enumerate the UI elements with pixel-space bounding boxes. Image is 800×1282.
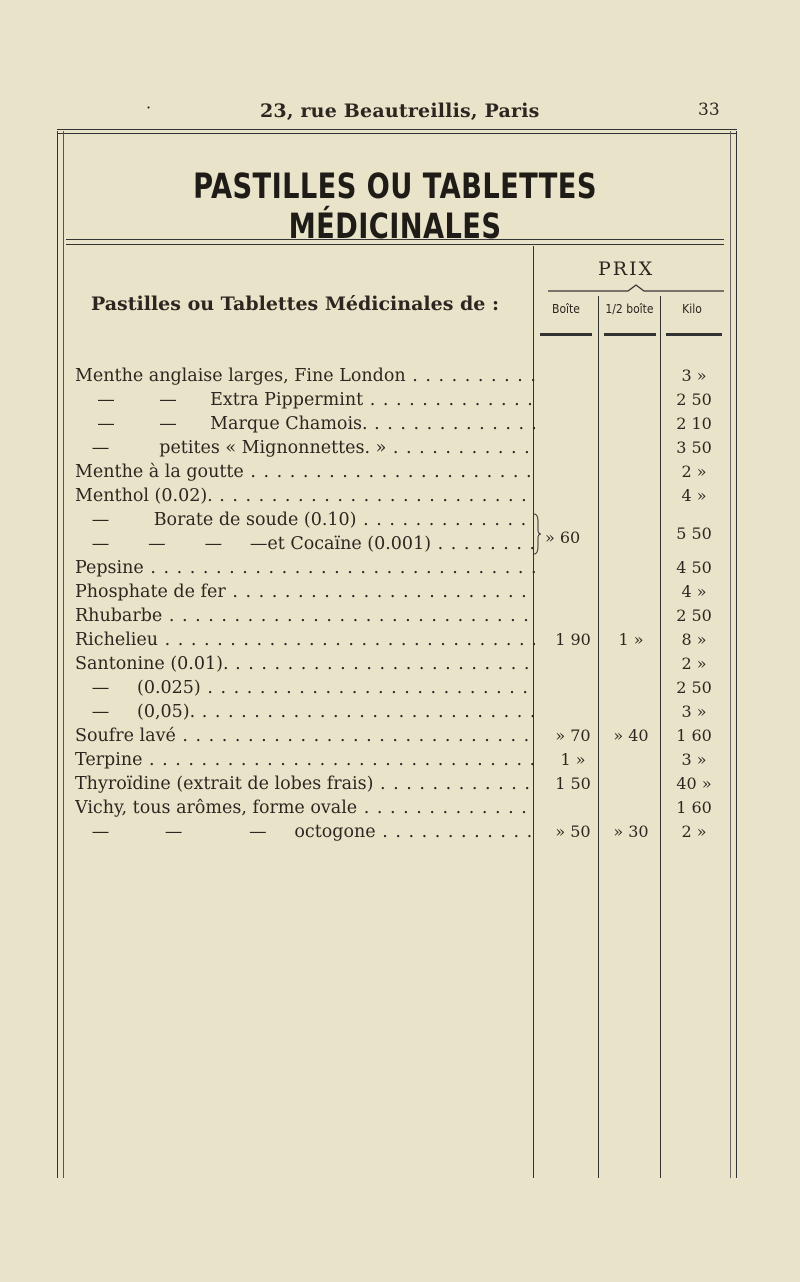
bracket-boite-price: » 60 [545,528,581,547]
col-header-demi: 1/2 boîte [605,302,654,316]
price-kilo: 2 » [681,462,707,481]
frame-top-rule [57,129,737,130]
product-label: Pepsine . . . [75,558,535,578]
price-demi-boite: 1 » [618,630,644,649]
product-label: Soufre lavé . . . [75,726,535,746]
price-kilo: 1 60 [676,798,712,817]
product-label: Phosphate de fer . . . [75,582,535,602]
title-rule-top [66,239,724,240]
product-label: — (0.025) . . . [75,678,535,698]
price-boite: » 50 [555,822,591,841]
product-label: — — — —et Cocaïne (0.001) . . . [75,534,535,554]
kilo-header-bar [666,333,722,336]
col-header-kilo: Kilo [682,302,702,316]
product-label: — — Marque Chamois. . . . [75,414,535,434]
price-kilo: 2 » [681,654,707,673]
price-kilo: 3 » [681,366,707,385]
bracket-kilo-price: 5 50 [676,524,712,543]
product-label: — — Extra Pippermint . . . [75,390,535,410]
product-label: Vichy, tous arômes, forme ovale . . . [75,798,535,818]
frame-top-rule-inner [57,133,737,134]
boite-header-bar [540,333,592,336]
frame-right-rule [736,131,737,1178]
price-boite: 1 » [560,750,586,769]
product-label: — — — octogone . . . [75,822,535,842]
price-kilo: 2 50 [676,606,712,625]
product-label: Menthe anglaise larges, Fine London . . . [75,366,535,386]
price-kilo: 3 » [681,750,707,769]
left-column-header: Pastilles ou Tablettes Médicinales de : [90,293,500,315]
product-label: Menthol (0.02). . . . [75,486,535,506]
product-label: Terpine . . . [75,750,535,770]
page-number: 33 [698,100,720,120]
product-label: Santonine (0.01). . . . [75,654,535,674]
prix-brace [548,283,724,293]
price-kilo: 2 50 [676,678,712,697]
price-kilo: 2 » [681,822,707,841]
price-kilo: 40 » [676,774,712,793]
demi-header-bar [604,333,656,336]
price-boite: 1 50 [555,774,591,793]
prix-header: PRIX [598,258,655,280]
product-label: Thyroïdine (extrait de lobes frais) . . . [75,774,535,794]
price-kilo: 3 » [681,702,707,721]
price-boite: 1 90 [555,630,591,649]
row-bracket [532,512,542,556]
price-kilo: 1 60 [676,726,712,745]
product-label: Rhubarbe . . . [75,606,535,626]
price-kilo: 4 50 [676,558,712,577]
product-label: Menthe à la goutte . . . [75,462,535,482]
product-label: Richelieu . . . [75,630,535,650]
price-kilo: 2 50 [676,390,712,409]
frame-left-rule [57,131,58,1178]
price-boite: » 70 [555,726,591,745]
product-label: — Borate de soude (0.10) . . . [75,510,535,530]
page-title: PASTILLES OU TABLETTES MÉDICINALES [193,167,597,247]
frame-left-rule-inner [63,131,64,1178]
price-kilo: 3 50 [676,438,712,457]
title-rule-bottom [66,244,724,245]
price-kilo: 4 » [681,582,707,601]
running-head: 23, rue Beautreillis, Paris [260,100,540,122]
price-demi-boite: » 30 [613,822,649,841]
header-bullet: · [146,98,152,117]
product-label: — petites « Mignonnettes. » . . . [75,438,535,458]
col-header-boite: Boîte [552,302,580,316]
price-kilo: 2 10 [676,414,712,433]
price-kilo: 4 » [681,486,707,505]
price-kilo: 8 » [681,630,707,649]
price-demi-boite: » 40 [613,726,649,745]
product-label: — (0,05). . . . [75,702,535,722]
frame-right-rule-inner [730,131,731,1178]
